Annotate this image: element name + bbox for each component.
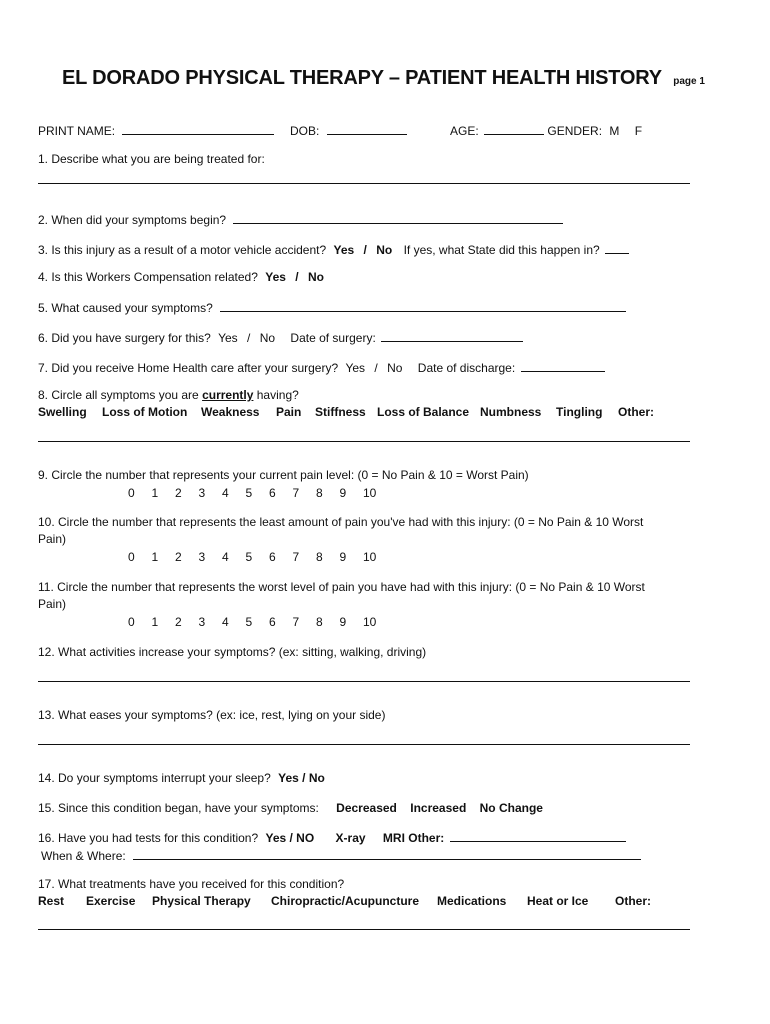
question-7-row [38,359,605,376]
q8-option-weakness[interactable]: Weakness [201,405,260,419]
question-16-row [38,829,626,846]
q17-option-physical-therapy[interactable]: Physical Therapy [152,894,251,908]
q9-scale-5[interactable]: 5 [245,486,253,500]
q15-option-increased[interactable]: Increased [410,801,467,815]
q10-pain-scale [128,550,387,565]
q8-options [0,405,770,421]
question-6-row [38,329,523,346]
q8-option-other[interactable]: Other: [618,405,654,419]
q3-yes[interactable]: Yes [333,243,355,257]
q11-scale-0[interactable]: 0 [128,615,135,629]
question-8 [38,388,299,403]
q10-scale-8[interactable]: 8 [316,550,323,564]
gender-option-m[interactable]: M [609,124,620,138]
question-4: 4. Is this Workers Compensation related? [38,270,258,284]
q3-state-field[interactable] [605,241,629,254]
q11-scale-3[interactable]: 3 [198,615,206,629]
q10-scale-9[interactable]: 9 [339,550,347,564]
q8-option-loss-of-balance[interactable]: Loss of Balance [377,405,470,419]
dob-field[interactable] [327,122,407,135]
question-5: 5. What caused your symptoms? [38,301,213,315]
q6-no[interactable]: No [259,331,276,345]
question-5-row [38,299,626,316]
question-11-line1: 11. Circle the number that represents the worst level of pain you have had with this injury: (0 = No Pain & 10 Worst [38,580,645,594]
q11-scale-10[interactable]: 10 [363,615,377,629]
q17-option-rest[interactable]: Rest [38,894,65,908]
question-10-line1: 10. Circle the number that represents the least amount of pain you've had with this injury: (0 = No Pain & 10 Worst [38,515,644,529]
page-title [62,66,705,90]
question-2-row [38,211,563,228]
q4-no[interactable]: No [307,270,324,284]
q5-answer-field[interactable] [220,299,626,312]
q3-no[interactable]: No [376,243,393,257]
q9-scale-7[interactable]: 7 [292,486,300,500]
q9-scale-8[interactable]: 8 [316,486,323,500]
question-12: 12. What activities increase your symptoms? (ex: sitting, walking, driving) [38,645,427,659]
q11-scale-4[interactable]: 4 [222,615,229,629]
q16-when-where-label: When & Where: [41,849,126,863]
question-15-row [38,801,543,816]
q13-answer-line[interactable] [38,744,690,745]
question-13: 13. What eases your symptoms? (ex: ice, rest, lying on your side) [38,708,386,722]
q8-option-stiffness[interactable]: Stiffness [315,405,366,419]
question-6: 6. Did you have surgery for this? [38,331,211,345]
q16-mri-other[interactable]: MRI Other: [382,831,445,845]
q6-date-field[interactable] [381,329,523,342]
question-17: 17. What treatments have you received for this condition? [38,877,345,891]
dob-label: DOB: [290,124,320,138]
question-2: 2. When did your symptoms begin? [38,213,227,227]
q12-answer-line[interactable] [38,681,690,682]
q9-scale-0[interactable]: 0 [128,486,135,500]
q3-followup: If yes, what State did this happen in? [403,243,600,257]
q10-scale-2[interactable]: 2 [175,550,182,564]
q10-scale-5[interactable]: 5 [245,550,253,564]
q7-yes[interactable]: Yes [345,361,366,375]
q16-when-where-row [41,847,641,864]
print-name-field[interactable] [122,122,274,135]
q6-slash: / [247,331,251,345]
q4-yes[interactable]: Yes [265,270,286,284]
q11-scale-2[interactable]: 2 [175,615,182,629]
q8-option-numbness[interactable]: Numbness [480,405,542,419]
print-name-label: PRINT NAME: [38,124,116,138]
q8-option-swelling[interactable]: Swelling [38,405,87,419]
q4-slash: / [295,270,299,284]
q8-text: 8. Circle all symptoms you are [38,388,203,402]
q9-scale-9[interactable]: 9 [339,486,347,500]
age-field[interactable] [484,122,544,135]
q16-other-field[interactable] [450,829,626,842]
q11-scale-9[interactable]: 9 [339,615,347,629]
q11-scale-1[interactable]: 1 [151,615,159,629]
q11-scale-8[interactable]: 8 [316,615,323,629]
q16-yes-no[interactable]: Yes / NO [265,831,315,845]
q9-scale-1[interactable]: 1 [151,486,159,500]
q17-answer-line[interactable] [38,929,690,930]
q9-pain-scale [128,486,387,501]
q7-date-field[interactable] [521,359,605,372]
q10-scale-7[interactable]: 7 [292,550,300,564]
q11-scale-5[interactable]: 5 [245,615,253,629]
q17-option-exercise[interactable]: Exercise [86,894,136,908]
q9-scale-10[interactable]: 10 [363,486,377,500]
q6-date-label: Date of surgery: [290,331,376,345]
q11-pain-scale [128,615,387,630]
question-9: 9. Circle the number that represents your current pain level: (0 = No Pain & 10 = Worst Pain) [38,468,529,482]
q8-option-loss-of-motion[interactable]: Loss of Motion [102,405,188,419]
q14-yes-no[interactable]: Yes / No [278,771,325,785]
question-15: 15. Since this condition began, have your symptoms: [38,801,319,815]
gender-label: GENDER: [547,124,603,138]
q8-option-tingling[interactable]: Tingling [556,405,603,419]
q8-text-after: having? [253,388,299,402]
dob-row [290,122,407,139]
question-3-row [38,241,629,258]
age-label: AGE: [450,124,479,138]
q11-scale-6[interactable]: 6 [269,615,276,629]
q8-answer-line[interactable] [38,441,690,442]
q10-scale-1[interactable]: 1 [151,550,159,564]
gender-option-f[interactable]: F [634,124,643,138]
q9-scale-6[interactable]: 6 [269,486,276,500]
q17-option-other[interactable]: Other: [615,894,651,908]
q17-option-heat-or-ice[interactable]: Heat or Ice [527,894,589,908]
q8-option-pain[interactable]: Pain [276,405,302,419]
age-row [450,122,642,139]
q1-answer-line[interactable] [38,183,690,184]
q16-when-where-field[interactable] [133,847,641,860]
question-1: 1. Describe what you are being treated for: [38,152,265,166]
question-3: 3. Is this injury as a result of a motor vehicle accident? [38,243,327,257]
q9-scale-4[interactable]: 4 [222,486,229,500]
q7-date-label: Date of discharge: [417,361,516,375]
q16-xray[interactable]: X-ray [335,831,366,845]
question-7: 7. Did you receive Home Health care after your surgery? [38,361,339,375]
q11-scale-7[interactable]: 7 [292,615,300,629]
q15-option-no-change[interactable]: No Change [479,801,543,815]
print-name-row [38,122,274,139]
q10-scale-4[interactable]: 4 [222,550,229,564]
question-14-row [38,771,325,786]
page-number: page 1 [673,76,705,87]
q8-emphasis: currently [202,388,254,402]
q15-option-decreased[interactable]: Decreased [336,801,397,815]
q3-slash: / [363,243,367,257]
q10-scale-0[interactable]: 0 [128,550,135,564]
question-16: 16. Have you had tests for this condition? [38,831,259,845]
form-title: EL DORADO PHYSICAL THERAPY – PATIENT HEALTH HISTORY [62,67,662,89]
q7-no[interactable]: No [387,361,403,375]
question-14: 14. Do your symptoms interrupt your sleep? [38,771,271,785]
q2-answer-field[interactable] [233,211,563,224]
question-4-row [38,270,324,285]
q17-option-chiropractic-acupuncture[interactable]: Chiropractic/Acupuncture [271,894,420,908]
q10-scale-10[interactable]: 10 [363,550,377,564]
q10-scale-3[interactable]: 3 [198,550,206,564]
question-11-line2: Pain) [38,597,67,611]
q7-slash: / [374,361,378,375]
q6-yes[interactable]: Yes [218,331,238,345]
q9-scale-3[interactable]: 3 [198,486,206,500]
q17-options [0,894,770,910]
q9-scale-2[interactable]: 2 [175,486,182,500]
question-10-line2: Pain) [38,532,67,546]
q10-scale-6[interactable]: 6 [269,550,276,564]
q17-option-medications[interactable]: Medications [437,894,507,908]
